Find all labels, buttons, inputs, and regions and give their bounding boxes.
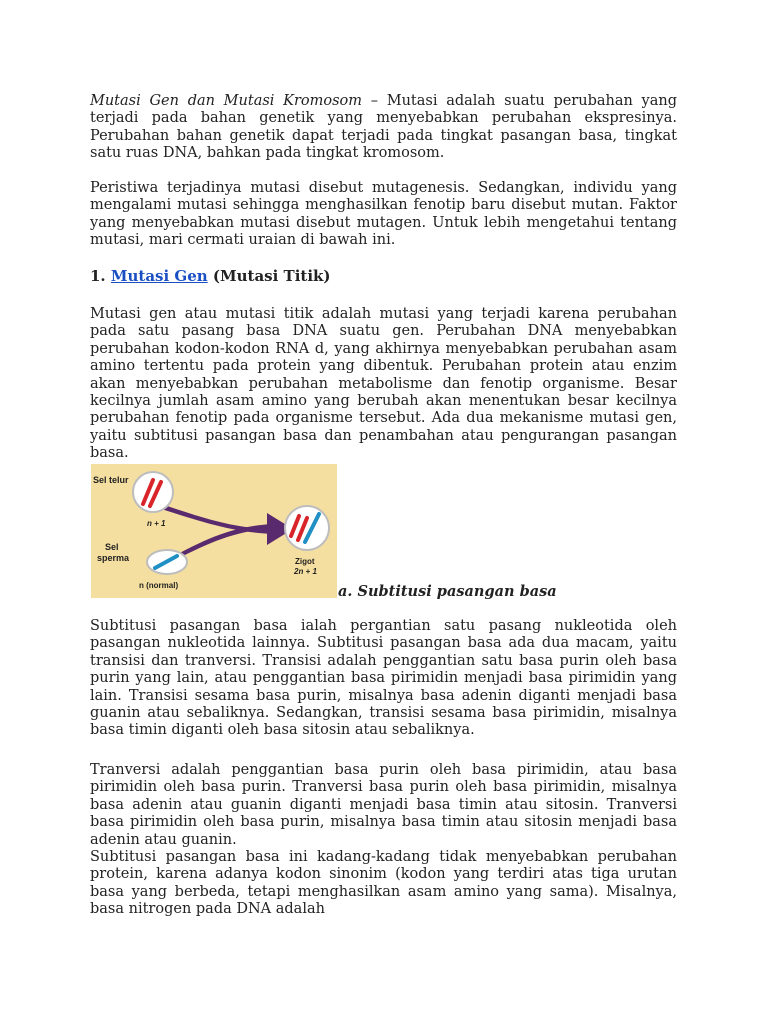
section-number: 1. <box>90 267 111 285</box>
section-heading-suffix: (Mutasi Titik) <box>207 267 331 285</box>
label-zygote-n: 2n + 1 <box>294 567 317 576</box>
mutasi-gen-link[interactable]: Mutasi Gen <box>110 267 208 285</box>
intro-text: – Mutasi adalah suatu perubahan yang terjadi pada bahan genetik yang menyebabkan perubahan ekspresinya. Perubahan bahan genetik dapat terjadi pada tingkat pasangan basa, tingkat satu ruas DNA, bahkan pada tingkat kromosom. <box>90 93 678 162</box>
mutation-diagram-svg <box>91 464 337 598</box>
label-egg-n: n + 1 <box>147 519 166 528</box>
zygote-cell <box>285 506 329 550</box>
kodon-sinonim-paragraph: Subtitusi pasangan basa ini kadang-kadang tidak menyebabkan perubahan protein, karena adanya kodon sinonim (kodon yang terdiri atas tiga urutan basa yang berbeda, tetapi menghasilkan asam amino yang sama). Misalnya, basa nitrogen pada DNA adalah <box>90 849 677 918</box>
subheading-subtitusi: a. Subtitusi pasangan basa <box>338 583 557 600</box>
mutation-diagram-image <box>91 464 337 598</box>
label-zygote: Zigot <box>295 557 315 566</box>
section-heading-mutasi-gen <box>90 265 331 287</box>
subtitusi-paragraph: Subtitusi pasangan basa ialah pergantian satu pasang nukleotida oleh pasangan nukleotida lainnya. Subtitusi pasangan basa ada dua macam, yaitu transisi dan tranversi. Transisi adalah penggantian satu basa purin oleh basa purin yang lain, atau penggantian basa pirimidin menjadi basa pirimidin yang lain. Transisi sesama basa purin, misalnya basa adenin diganti menjadi basa guanin atau sebaliknya. Sedangkan, transisi sesama basa pirimidin, misalnya basa timin diganti oleh basa sitosin atau sebaliknya. <box>90 618 677 739</box>
intro-paragraph <box>90 93 677 163</box>
tranversi-paragraph: Tranversi adalah penggantian basa purin oleh basa pirimidin, atau basa pirimidin oleh basa purin. Tranversi basa purin oleh basa pirimidin, misalnya basa adenin atau guanin diganti menjadi basa timin atau sitosin. Tranversi basa pirimidin oleh basa purin, misalnya basa timin atau sitosin menjadi basa adenin atau guanin. <box>90 762 677 848</box>
mutagenesis-paragraph: Peristiwa terjadinya mutasi disebut mutagenesis. Sedangkan, individu yang mengalami mutasi sehingga menghasilkan fenotip baru disebut mutan. Faktor yang menyebabkan mutasi disebut mutagen. Untuk lebih mengetahui tentang mutasi, mari cermati uraian di bawah ini. <box>90 180 677 249</box>
intro-title: Mutasi Gen dan Mutasi Kromosom <box>90 93 363 109</box>
label-egg: Sel telur <box>93 475 129 485</box>
mutasi-gen-paragraph: Mutasi gen atau mutasi titik adalah mutasi yang terjadi karena perubahan pada satu pasang basa DNA suatu gen. Perubahan DNA menyebabkan perubahan kodon-kodon RNA d, yang akhirnya menyebabkan perubahan asam amino tertentu pada protein yang dibentuk. Perubahan protein atau enzim akan menyebabkan perubahan metabolisme dan fenotip organisme. Besar kecilnya jumlah asam amino yang berubah akan menentukan besar kecilnya perubahan fenotip pada organisme tersebut. Ada dua mekanisme mutasi gen, yaitu subtitusi pasangan basa dan penambahan atau pengurangan pasangan basa. <box>90 306 677 462</box>
label-sperm-2: sperma <box>97 553 130 563</box>
label-sperm-1: Sel <box>105 542 119 552</box>
label-sperm-n: n (normal) <box>139 581 179 590</box>
